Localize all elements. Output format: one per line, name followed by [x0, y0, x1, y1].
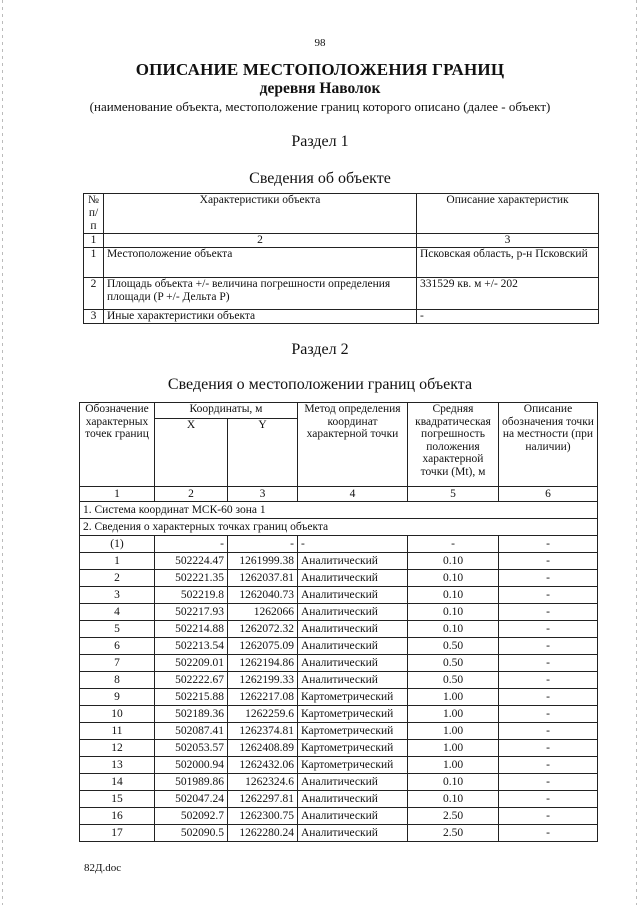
point-number: (1) — [80, 536, 155, 553]
description-cell: - — [499, 723, 598, 740]
coordinate-system-row — [80, 502, 598, 519]
table-row — [80, 553, 598, 570]
coord-y: 1262037.81 — [228, 570, 298, 587]
document-caption: (наименование объекта, местоположение границ которого описано (далее - объект) — [89, 99, 551, 114]
characteristic-value: 331529 кв. м +/- 202 — [417, 278, 599, 310]
coord-y: 1262300.75 — [228, 808, 298, 825]
column-number: 1 — [80, 487, 155, 502]
column-number: 3 — [228, 487, 298, 502]
method-cell: Аналитический — [298, 791, 408, 808]
column-number: 4 — [298, 487, 408, 502]
page-number: 98 — [314, 37, 326, 49]
point-number: 14 — [80, 774, 155, 791]
point-number: 6 — [80, 638, 155, 655]
accuracy-cell: 0.10 — [408, 791, 499, 808]
boundary-points-table — [79, 402, 598, 842]
description-cell: - — [499, 706, 598, 723]
table-row — [80, 570, 598, 587]
object-info-table — [83, 193, 599, 324]
coord-y: - — [228, 536, 298, 553]
point-number: 3 — [80, 587, 155, 604]
column-number: 1 — [84, 234, 104, 248]
column-number: 5 — [408, 487, 499, 502]
coord-x: 502090.5 — [155, 825, 228, 842]
method-cell: Аналитический — [298, 570, 408, 587]
table-row — [80, 723, 598, 740]
table-row — [80, 791, 598, 808]
description-cell: - — [499, 536, 598, 553]
method-cell: Аналитический — [298, 774, 408, 791]
coord-y: 1262199.33 — [228, 672, 298, 689]
description-cell: - — [499, 740, 598, 757]
coord-x: 502209.01 — [155, 655, 228, 672]
method-cell: Аналитический — [298, 604, 408, 621]
coord-x: 502221.35 — [155, 570, 228, 587]
accuracy-cell: - — [408, 536, 499, 553]
table-row — [80, 638, 598, 655]
table-row — [80, 774, 598, 791]
method-cell: Аналитический — [298, 621, 408, 638]
table-row — [84, 278, 599, 310]
points-info-label: 2. Сведения о характерных точках границ объекта — [80, 519, 598, 536]
header-cell: Описание характеристик — [417, 194, 599, 234]
coord-x: 502219.8 — [155, 587, 228, 604]
coord-x: 502087.41 — [155, 723, 228, 740]
coord-x: 502224.47 — [155, 553, 228, 570]
column-number: 3 — [417, 234, 599, 248]
accuracy-cell: 0.50 — [408, 672, 499, 689]
document-subtitle: деревня Наволок — [259, 80, 381, 97]
table-row — [80, 621, 598, 638]
table-row — [80, 808, 598, 825]
coord-x: 502215.88 — [155, 689, 228, 706]
coord-y: 1262324.6 — [228, 774, 298, 791]
method-cell: Картометрический — [298, 723, 408, 740]
coordinate-system-label: 1. Система координат МСК-60 зона 1 — [80, 502, 598, 519]
description-cell: - — [499, 689, 598, 706]
header-accuracy: Средняя квадратическая погрешность положения характерной точки (Mt), м — [408, 403, 499, 487]
accuracy-cell: 0.10 — [408, 774, 499, 791]
column-number: 2 — [104, 234, 417, 248]
points-body — [80, 536, 598, 842]
description-cell: - — [499, 604, 598, 621]
header-x: X — [155, 419, 228, 487]
point-number: 4 — [80, 604, 155, 621]
coord-y: 1262432.06 — [228, 757, 298, 774]
points-info-row — [80, 519, 598, 536]
accuracy-cell: 1.00 — [408, 740, 499, 757]
point-number: 12 — [80, 740, 155, 757]
coord-x: 502214.88 — [155, 621, 228, 638]
accuracy-cell: 1.00 — [408, 689, 499, 706]
section2-subheading: Сведения о местоположении границ объекта — [167, 376, 473, 393]
point-number: 8 — [80, 672, 155, 689]
description-cell: - — [499, 587, 598, 604]
point-number: 2 — [80, 570, 155, 587]
column-number: 6 — [499, 487, 598, 502]
header-description: Описание обозначения точки на местности (при наличии) — [499, 403, 598, 487]
description-cell: - — [499, 757, 598, 774]
header-method: Метод определения координат характерной точки — [298, 403, 408, 487]
description-cell: - — [499, 791, 598, 808]
description-cell: - — [499, 570, 598, 587]
coord-y: 1262040.73 — [228, 587, 298, 604]
coord-y: 1262075.09 — [228, 638, 298, 655]
table-row — [80, 825, 598, 842]
point-number: 5 — [80, 621, 155, 638]
table-row — [80, 655, 598, 672]
description-cell: - — [499, 655, 598, 672]
accuracy-cell: 2.50 — [408, 825, 499, 842]
point-number: 13 — [80, 757, 155, 774]
accuracy-cell: 0.50 — [408, 638, 499, 655]
characteristic-name: Площадь объекта +/- величина погрешности определения площади (P +/- Дельта P) — [104, 278, 417, 310]
accuracy-cell: 0.10 — [408, 604, 499, 621]
coord-y: 1262374.81 — [228, 723, 298, 740]
point-number: 9 — [80, 689, 155, 706]
coord-x: 502213.54 — [155, 638, 228, 655]
characteristic-name: Иные характеристики объекта — [104, 310, 417, 324]
table-row — [80, 536, 598, 553]
coord-x: 502189.36 — [155, 706, 228, 723]
description-cell: - — [499, 825, 598, 842]
method-cell: Аналитический — [298, 808, 408, 825]
section1-subheading: Сведения об объекте — [249, 170, 391, 187]
section2-heading: Раздел 2 — [291, 341, 349, 358]
description-cell: - — [499, 774, 598, 791]
method-cell: Картометрический — [298, 740, 408, 757]
method-cell: Аналитический — [298, 587, 408, 604]
table-row — [80, 604, 598, 621]
coord-x: 502053.57 — [155, 740, 228, 757]
coord-y: 1262194.86 — [228, 655, 298, 672]
accuracy-cell: 0.50 — [408, 655, 499, 672]
table-row — [80, 757, 598, 774]
method-cell: Аналитический — [298, 672, 408, 689]
point-number: 16 — [80, 808, 155, 825]
table-header-row — [84, 194, 599, 234]
description-cell: - — [499, 808, 598, 825]
coord-y: 1262408.89 — [228, 740, 298, 757]
header-cell: Характеристики объекта — [104, 194, 417, 234]
accuracy-cell: 2.50 — [408, 808, 499, 825]
method-cell: Аналитический — [298, 655, 408, 672]
coord-y: 1262259.6 — [228, 706, 298, 723]
coord-x: 502222.67 — [155, 672, 228, 689]
description-cell: - — [499, 638, 598, 655]
coord-y: 1262066 — [228, 604, 298, 621]
method-cell: Картометрический — [298, 706, 408, 723]
point-number: 10 — [80, 706, 155, 723]
document-title: ОПИСАНИЕ МЕСТОПОЛОЖЕНИЯ ГРАНИЦ — [135, 60, 505, 79]
footer-filename: 82Д.doc — [84, 862, 122, 874]
accuracy-cell: 1.00 — [408, 757, 499, 774]
method-cell: Картометрический — [298, 689, 408, 706]
header-coordinates: Координаты, м — [155, 403, 298, 419]
coord-y: 1262217.08 — [228, 689, 298, 706]
coord-x: 501989.86 — [155, 774, 228, 791]
table-header-row — [80, 403, 598, 419]
coord-x: 502092.7 — [155, 808, 228, 825]
table-row — [84, 248, 599, 278]
accuracy-cell: 0.10 — [408, 553, 499, 570]
point-number: 15 — [80, 791, 155, 808]
description-cell: - — [499, 553, 598, 570]
point-number: 17 — [80, 825, 155, 842]
characteristic-value: Псковская область, р-н Псковский — [417, 248, 599, 278]
row-number: 1 — [84, 248, 104, 278]
header-points: Обозначение характерных точек границ — [80, 403, 155, 487]
table-row — [84, 310, 599, 324]
coord-y: 1262297.81 — [228, 791, 298, 808]
point-number: 7 — [80, 655, 155, 672]
method-cell: Аналитический — [298, 553, 408, 570]
coord-y: 1262072.32 — [228, 621, 298, 638]
point-number: 1 — [80, 553, 155, 570]
accuracy-cell: 1.00 — [408, 723, 499, 740]
row-number: 3 — [84, 310, 104, 324]
method-cell: Аналитический — [298, 825, 408, 842]
characteristic-value: - — [417, 310, 599, 324]
description-cell: - — [499, 621, 598, 638]
coord-x: 502000.94 — [155, 757, 228, 774]
method-cell: Аналитический — [298, 638, 408, 655]
column-number-row — [80, 487, 598, 502]
table-row — [80, 672, 598, 689]
coord-x: 502047.24 — [155, 791, 228, 808]
table-row — [80, 706, 598, 723]
accuracy-cell: 1.00 — [408, 706, 499, 723]
section1-heading: Раздел 1 — [291, 133, 349, 150]
table-row — [80, 740, 598, 757]
accuracy-cell: 0.10 — [408, 570, 499, 587]
characteristic-name: Местоположение объекта — [104, 248, 417, 278]
coord-x: 502217.93 — [155, 604, 228, 621]
column-number: 2 — [155, 487, 228, 502]
row-number: 2 — [84, 278, 104, 310]
header-y: Y — [228, 419, 298, 487]
description-cell: - — [499, 672, 598, 689]
coord-y: 1261999.38 — [228, 553, 298, 570]
header-cell: № п/п — [84, 194, 104, 234]
accuracy-cell: 0.10 — [408, 621, 499, 638]
method-cell: - — [298, 536, 408, 553]
coord-y: 1262280.24 — [228, 825, 298, 842]
method-cell: Картометрический — [298, 757, 408, 774]
coord-x: - — [155, 536, 228, 553]
column-number-row — [84, 234, 599, 248]
table-row — [80, 587, 598, 604]
point-number: 11 — [80, 723, 155, 740]
table-row — [80, 689, 598, 706]
accuracy-cell: 0.10 — [408, 587, 499, 604]
